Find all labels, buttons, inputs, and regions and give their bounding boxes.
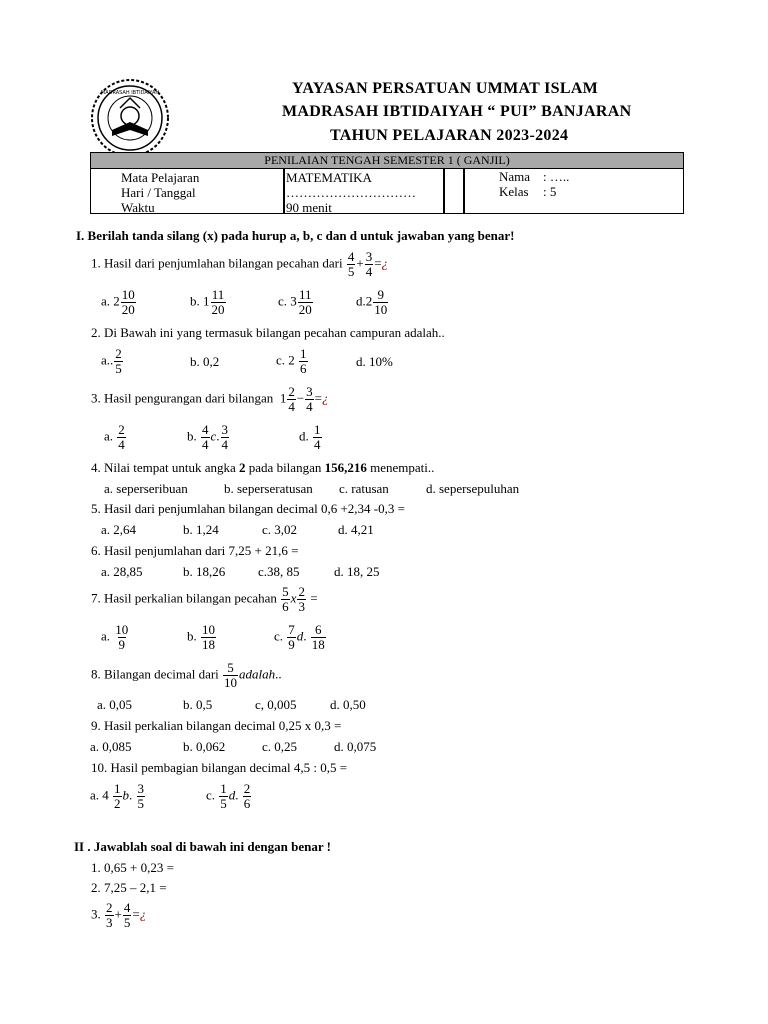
question-9: 9. Hasil perkalian bilangan decimal 0,25 x 0,3 =	[91, 718, 342, 733]
q6-option-a: a. 28,85	[101, 564, 143, 579]
header-school: MADRASAH IBTIDAIYAH “ PUI” BANJARAN	[282, 103, 632, 120]
question-8: 8. Bilangan decimal dari $\frac{5}{10}$ adalah..	[91, 660, 282, 690]
q5-option-b: b. 1,24	[183, 522, 219, 537]
q3-option-d: d. $\frac{1}{4}$	[299, 422, 321, 452]
essay-2: 2. 7,25 – 2,1 =	[91, 880, 167, 895]
question-7: 7. Hasil perkalian bilangan pecahan $\frac{5}{6}$ x $\frac{2}{3}$ =	[91, 584, 318, 614]
q7-option-b: b. $\frac{10}{18}$	[187, 622, 215, 652]
essay-1: 1. 0,65 + 0,23 =	[91, 860, 174, 875]
label-class: Kelas	[499, 184, 529, 199]
q5-option-d: d. 4,21	[338, 522, 374, 537]
q3-option-b-c: b. $\frac{4}{4}$ c. $\frac{3}{4}$	[187, 422, 229, 452]
label-time: Waktu	[121, 200, 155, 215]
q1-option-a: a. 2 $\frac{10}{20}$	[101, 287, 135, 317]
q8-option-d: d. 0,50	[330, 697, 366, 712]
value-subject: MATEMATIKA	[286, 170, 372, 185]
q10-option-c-d: c. $\frac{1}{5}$ d. $\frac{2}{6}$	[206, 781, 251, 811]
q6-option-c: c.38, 85	[258, 564, 300, 579]
q1-option-b: b. 1 $\frac{11}{20}$	[190, 287, 225, 317]
q2-option-a: a.. $\frac{2}{5}$	[101, 346, 122, 376]
q5-option-a: a. 2,64	[101, 522, 137, 537]
logo-emblem-icon	[90, 78, 170, 158]
q10-option-a-b: a. 4 $\frac{1}{2}$ b. $\frac{3}{5}$	[90, 781, 145, 811]
q4-option-c: c. ratusan	[339, 481, 389, 496]
value-name: : …..	[543, 169, 570, 184]
q2-option-c: c. 2 $\frac{1}{6}$	[276, 346, 307, 376]
header-year: TAHUN PELAJARAN 2023-2024	[330, 127, 569, 144]
label-subject: Mata Pelajaran	[121, 170, 200, 185]
question-1: 1. Hasil dari penjumlahan bilangan pecahan dari $\frac{4}{5}$ + $\frac{3}{4}$ =¿	[91, 249, 389, 279]
fraction: $\frac{3}{4}$	[365, 249, 373, 279]
value-date: …………………………	[286, 185, 416, 200]
q9-option-a: a. 0,085	[90, 739, 132, 754]
value-time: 90 menit	[286, 200, 332, 215]
question-5: 5. Hasil dari penjumlahan bilangan decimal 0,6 +2,34 -0,3 =	[91, 501, 405, 516]
question-6: 6. Hasil penjumlahan dari 7,25 + 21,6 =	[91, 543, 299, 558]
q1-option-c: c. 3 $\frac{11}{20}$	[278, 287, 312, 317]
q4-option-b: b. seperseratusan	[224, 481, 313, 496]
q9-option-b: b. 0,062	[183, 739, 226, 754]
label-name: Nama	[499, 169, 531, 184]
question-4: 4. Nilai tempat untuk angka 2 pada bilangan 156,216 menempati..	[91, 460, 435, 475]
question-3: 3. Hasil pengurangan dari bilangan 1 $\frac{2}{4}$ − $\frac{3}{4}$ =¿	[91, 384, 329, 414]
exam-banner: PENILAIAN TENGAH SEMESTER 1 ( GANJIL)	[91, 153, 683, 169]
q3-option-a: a. $\frac{2}{4}$	[104, 422, 125, 452]
fraction: $\frac{4}{5}$	[347, 249, 355, 279]
info-table	[90, 152, 684, 214]
q2-option-b: b. 0,2	[190, 354, 220, 369]
value-class: : 5	[543, 184, 557, 199]
question-2: 2. Di Bawah ini yang termasuk bilangan pecahan campuran adalah..	[91, 325, 445, 340]
q5-option-c: c. 3,02	[262, 522, 298, 537]
essay-3: 3. $\frac{2}{3}$ + $\frac{4}{5}$ =¿	[91, 900, 147, 930]
q7-option-c-d: c. $\frac{7}{9}$ d. $\frac{6}{18}$	[274, 622, 325, 652]
q6-option-d: d. 18, 25	[334, 564, 380, 579]
section2-title: II . Jawablah soal di bawah ini dengan benar !	[74, 839, 331, 854]
q8-option-a: a. 0,05	[97, 697, 133, 712]
q9-option-d: d. 0,075	[334, 739, 377, 754]
label-date: Hari / Tanggal	[121, 185, 196, 200]
q1-option-d: d.2 $\frac{9}{10}$	[356, 287, 388, 317]
q9-option-c: c. 0,25	[262, 739, 298, 754]
q4-option-d: d. sepersepuluhan	[426, 481, 520, 496]
q8-option-c: c, 0,005	[255, 697, 297, 712]
logo-text: MADRASAH IBTIDAIYAH	[100, 90, 160, 96]
section1-title: I. Berilah tanda silang (x) pada hurup a, b, c dan d untuk jawaban yang benar!	[76, 228, 515, 243]
q2-option-d: d. 10%	[356, 354, 393, 369]
school-logo	[90, 78, 170, 158]
q6-option-b: b. 18,26	[183, 564, 226, 579]
header-foundation: YAYASAN PERSATUAN UMMAT ISLAM	[292, 80, 599, 97]
q4-option-a: a. seperseribuan	[104, 481, 188, 496]
q8-option-b: b. 0,5	[183, 697, 213, 712]
q7-option-a: a. $\frac{10}{9}$	[101, 622, 129, 652]
question-10: 10. Hasil pembagian bilangan decimal 4,5 : 0,5 =	[91, 760, 348, 775]
